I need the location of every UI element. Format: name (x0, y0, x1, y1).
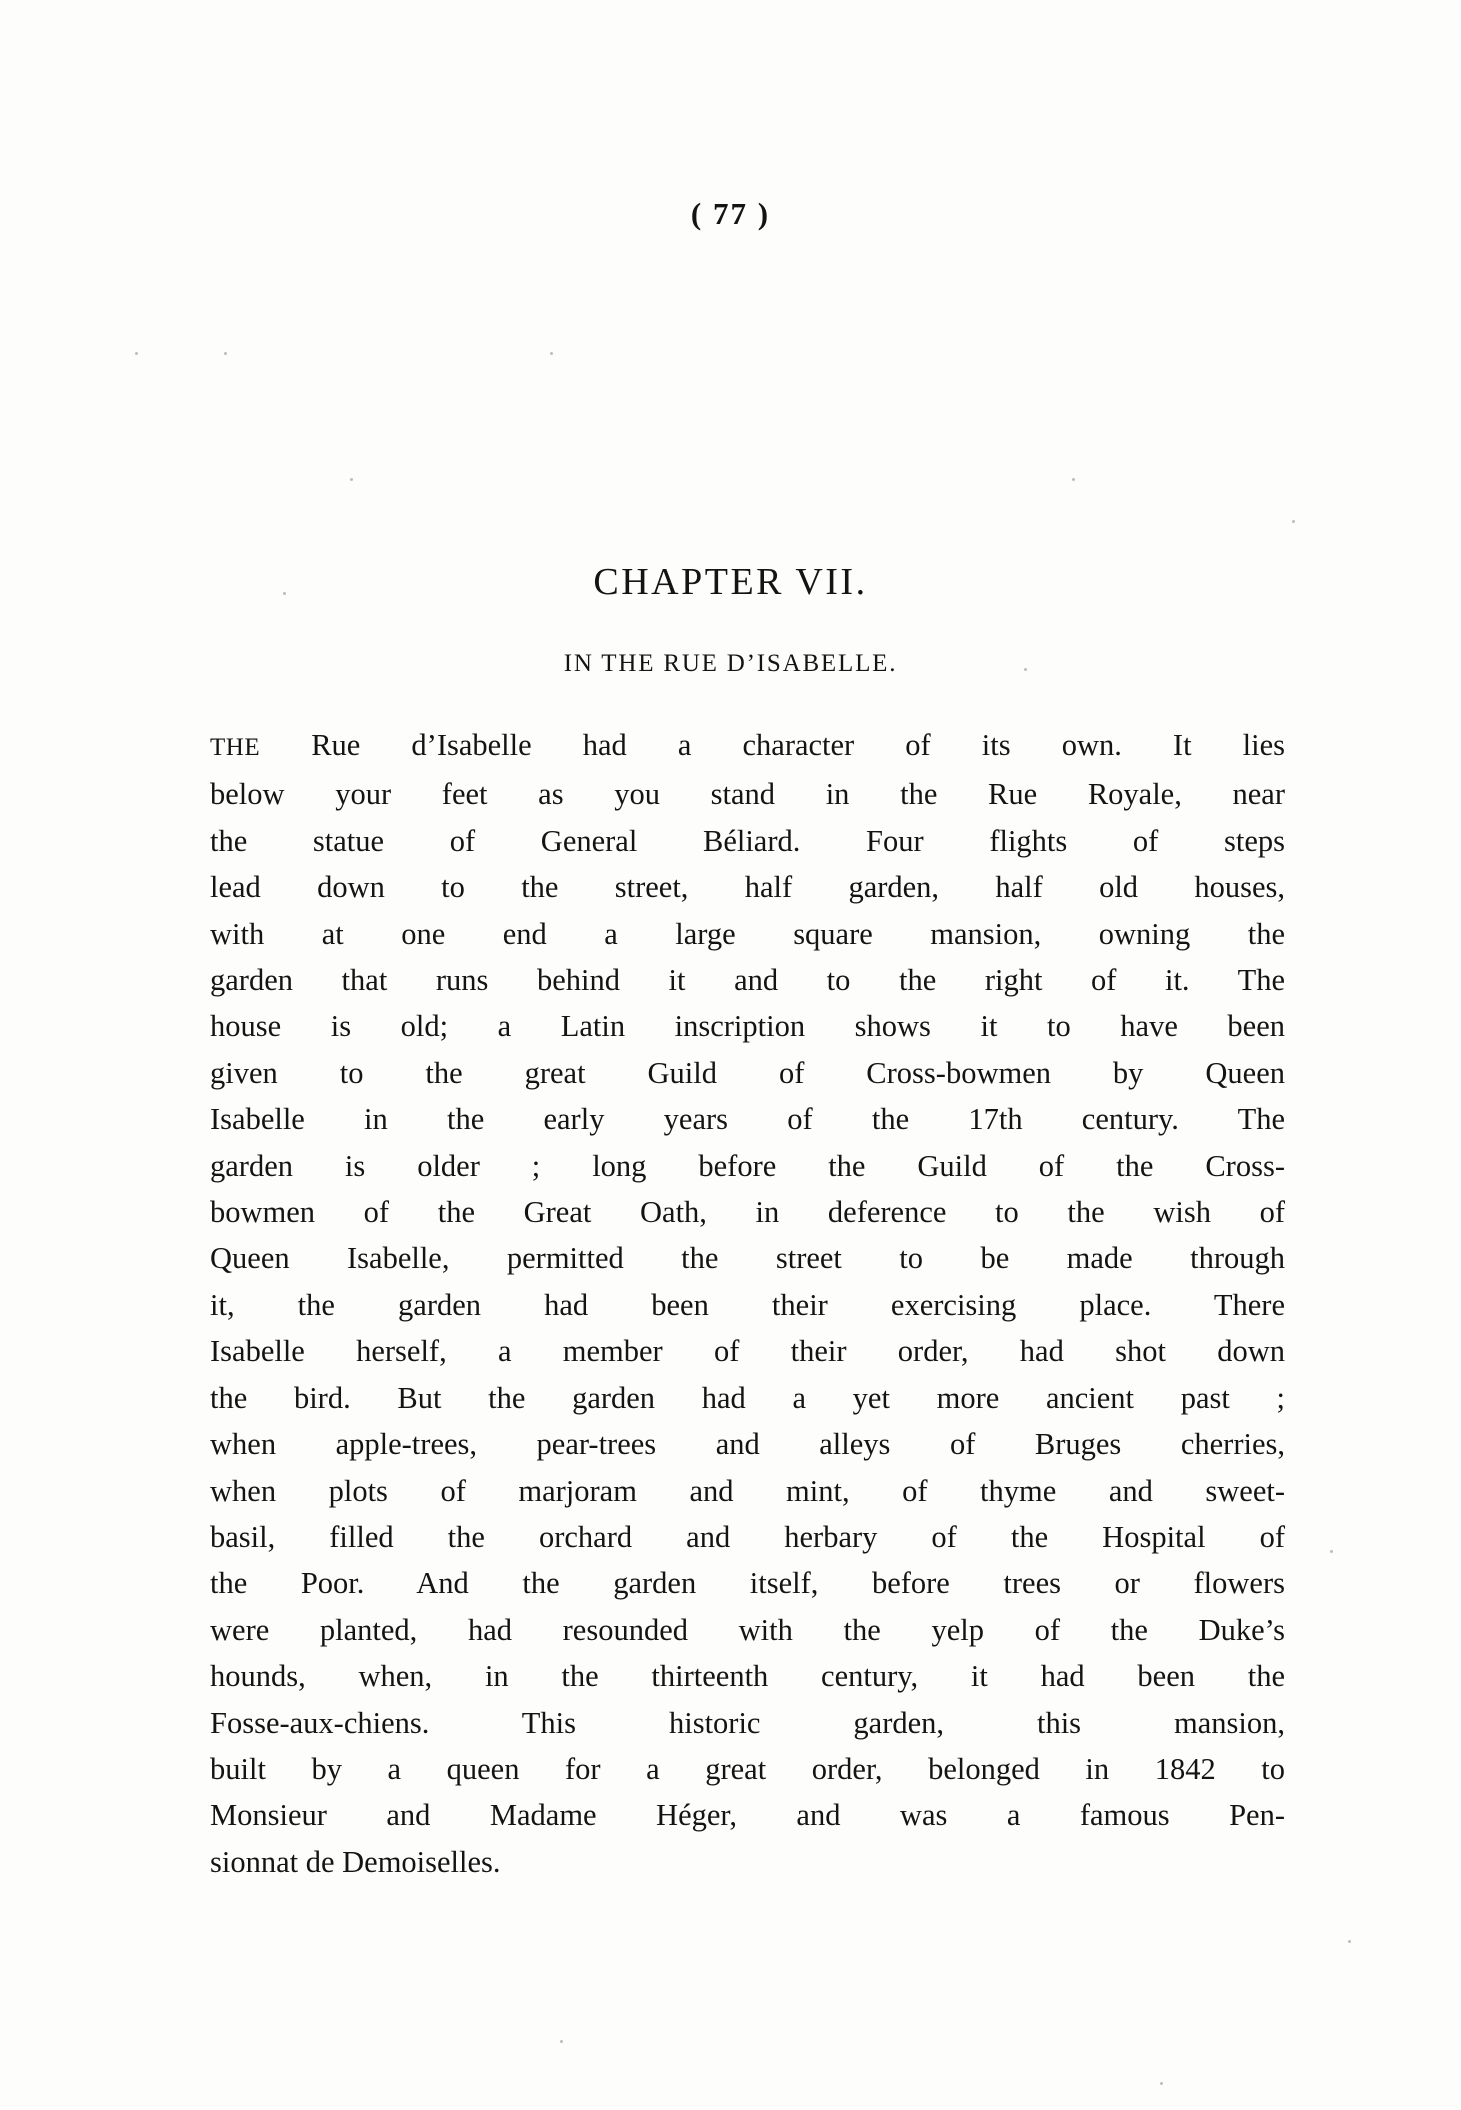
body-line: Isabelle in the early years of the 17th century. The (210, 1102, 1285, 1137)
body-text (210, 722, 1285, 1885)
body-line: the bird. But the garden had a yet more ancient past ; (210, 1380, 1285, 1415)
paper-speck (224, 352, 227, 355)
body-line: hounds, when, in the thirteenth century, it had been the (210, 1659, 1285, 1694)
body-line: garden is older ; long before the Guild of the Cross- (210, 1148, 1285, 1183)
paper-speck (1072, 478, 1075, 481)
body-line: given to the great Guild of Cross-bowmen by Queen (210, 1055, 1285, 1090)
body-line (210, 722, 1285, 771)
body-line: lead down to the street, half garden, half old houses, (210, 870, 1285, 905)
body-line: when apple-trees, pear-trees and alleys of Bruges cherries, (210, 1427, 1285, 1462)
chapter-subtitle: IN THE RUE D’ISABELLE. (563, 650, 898, 677)
paper-speck (1348, 1940, 1351, 1943)
body-line: it, the garden had been their exercising place. There (210, 1287, 1285, 1322)
body-line: Isabelle herself, a member of their order, had shot down (210, 1334, 1285, 1369)
body-line: house is old; a Latin inscription shows it to have been (210, 1009, 1285, 1044)
paper-speck (1024, 668, 1027, 671)
body-line: when plots of marjoram and mint, of thyme and sweet- (210, 1473, 1285, 1508)
body-line: below your feet as you stand in the Rue Royale, near (210, 777, 1285, 812)
body-line: Monsieur and Madame Héger, and was a famous Pen- (210, 1798, 1285, 1833)
chapter-title: CHAPTER VII. (593, 561, 868, 603)
body-line: sionnat de Demoiselles. (210, 1844, 501, 1879)
body-line: Queen Isabelle, permitted the street to be made through (210, 1241, 1285, 1276)
page-number: ( 77 ) (690, 196, 771, 231)
paper-speck (560, 2040, 563, 2043)
paper-speck (1330, 1550, 1333, 1553)
body-line: with at one end a large square mansion, owning the (210, 916, 1285, 951)
body-line: were planted, had resounded with the yelp of the Duke’s (210, 1612, 1285, 1647)
paper-speck (283, 592, 286, 595)
paper-speck (350, 478, 353, 481)
paper-speck (550, 352, 553, 355)
body-line: the Poor. And the garden itself, before trees or flowers (210, 1566, 1285, 1601)
body-line: garden that runs behind it and to the right of it. The (210, 963, 1285, 998)
paper-speck (1292, 520, 1295, 523)
body-line-text: Rue d’Isabelle had a character of its own. It lies (311, 728, 1285, 762)
body-line: the statue of General Béliard. Four flights of steps (210, 823, 1285, 858)
body-line: basil, filled the orchard and herbary of the Hospital of (210, 1519, 1285, 1554)
body-line: Fosse-aux-chiens. This historic garden, this mansion, (210, 1705, 1285, 1740)
paper-speck (135, 352, 138, 355)
body-line: bowmen of the Great Oath, in deference to the wish of (210, 1195, 1285, 1230)
body-line: built by a queen for a great order, belonged in 1842 to (210, 1751, 1285, 1786)
drop-cap-word: THE (210, 734, 261, 761)
paper-speck (1160, 2082, 1163, 2085)
